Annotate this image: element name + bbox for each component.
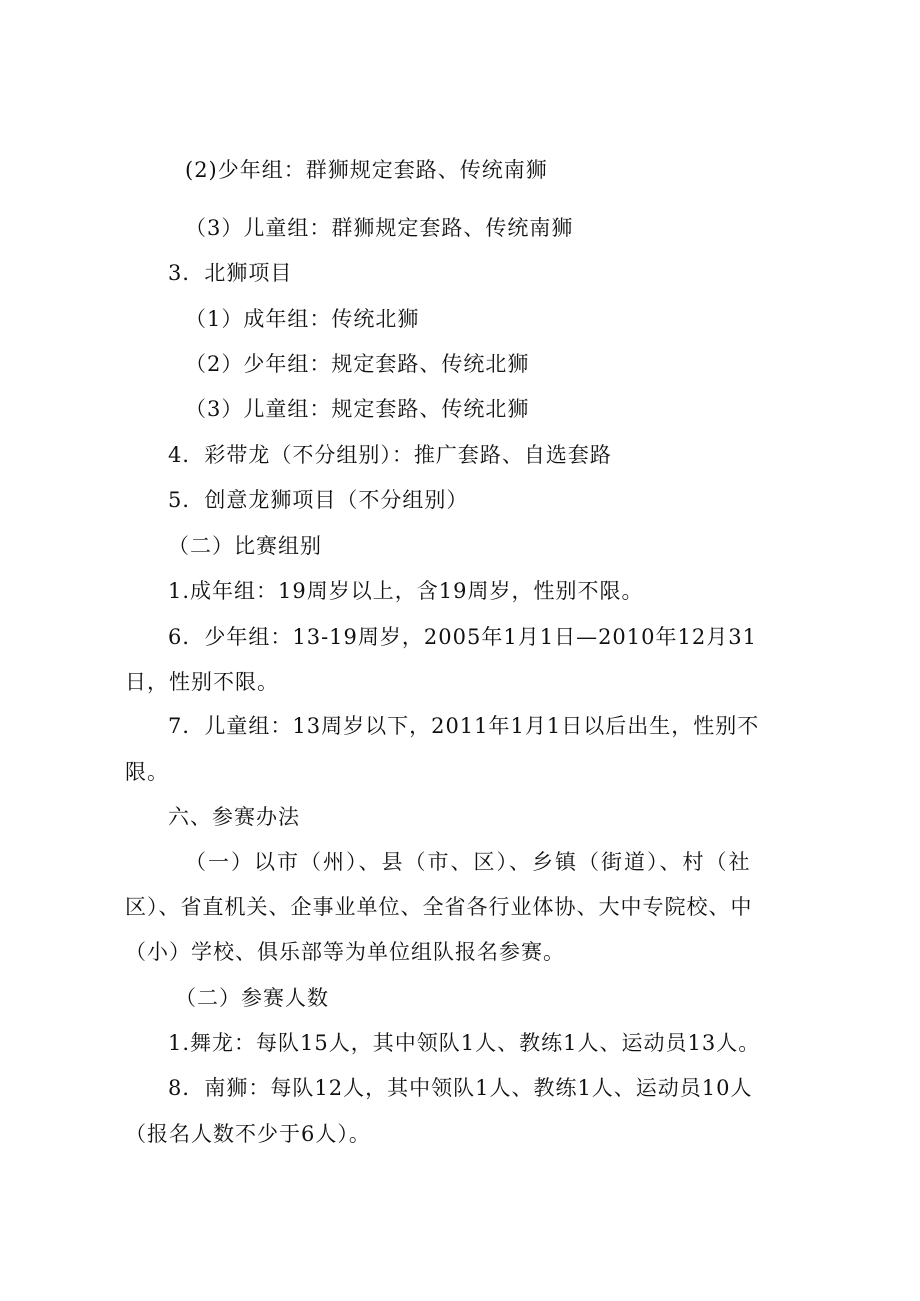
participation-units-line-3: （小）学校、俱乐部等为单位组队报名参赛。 (125, 940, 565, 964)
item-boy-group-north-lion: （2）少年组：规定套路、传统北狮 (185, 352, 530, 376)
group-adult: 1.成年组：19周岁以上，含19周岁，性别不限。 (168, 579, 644, 603)
group-child: 7．儿童组：13周岁以下，2011年1月1日以后出生，性别不 (168, 714, 760, 738)
team-size-south-lion: 8．南狮：每队12人，其中领队1人、教练1人、运动员10人 (168, 1076, 753, 1100)
group-boy-continued: 日，性别不限。 (125, 670, 279, 694)
item-child-group-north-lion: （3）儿童组：规定套路、传统北狮 (185, 397, 530, 421)
group-child-continued: 限。 (125, 760, 169, 784)
participation-units-line-2: 区）、省直机关、企事业单位、全省各行业体协、大中专院校、中 (125, 895, 753, 919)
section-ribbon-dragon: 4．彩带龙（不分组别）：推广套路、自选套路 (168, 443, 612, 467)
heading-participation-method: 六、参赛办法 (168, 805, 300, 829)
team-size-dragon-dance: 1.舞龙：每队15人，其中领队1人、教练1人、运动员13人。 (168, 1031, 761, 1055)
participation-units-line-1: （一）以市（州）、县（市、区）、乡镇（街道）、村（社 (185, 850, 752, 874)
group-boy: 6．少年组：13-19周岁，2005年1月1日—2010年12月31 (168, 625, 757, 649)
heading-competition-groups: （二）比赛组别 (168, 534, 322, 558)
heading-team-size: （二）参赛人数 (175, 986, 329, 1010)
section-creative-dragon-lion: 5．创意龙狮项目（不分组别） (168, 488, 469, 512)
item-adult-group-north-lion: （1）成年组：传统北狮 (185, 307, 420, 331)
team-size-south-lion-continued: （报名人数不少于6人）。 (125, 1122, 371, 1146)
item-child-group-south-lion: （3）儿童组：群狮规定套路、传统南狮 (185, 216, 574, 240)
section-north-lion: 3．北狮项目 (168, 261, 293, 285)
item-boy-group-south-lion: (2)少年组：群狮规定套路、传统南狮 (185, 158, 548, 182)
